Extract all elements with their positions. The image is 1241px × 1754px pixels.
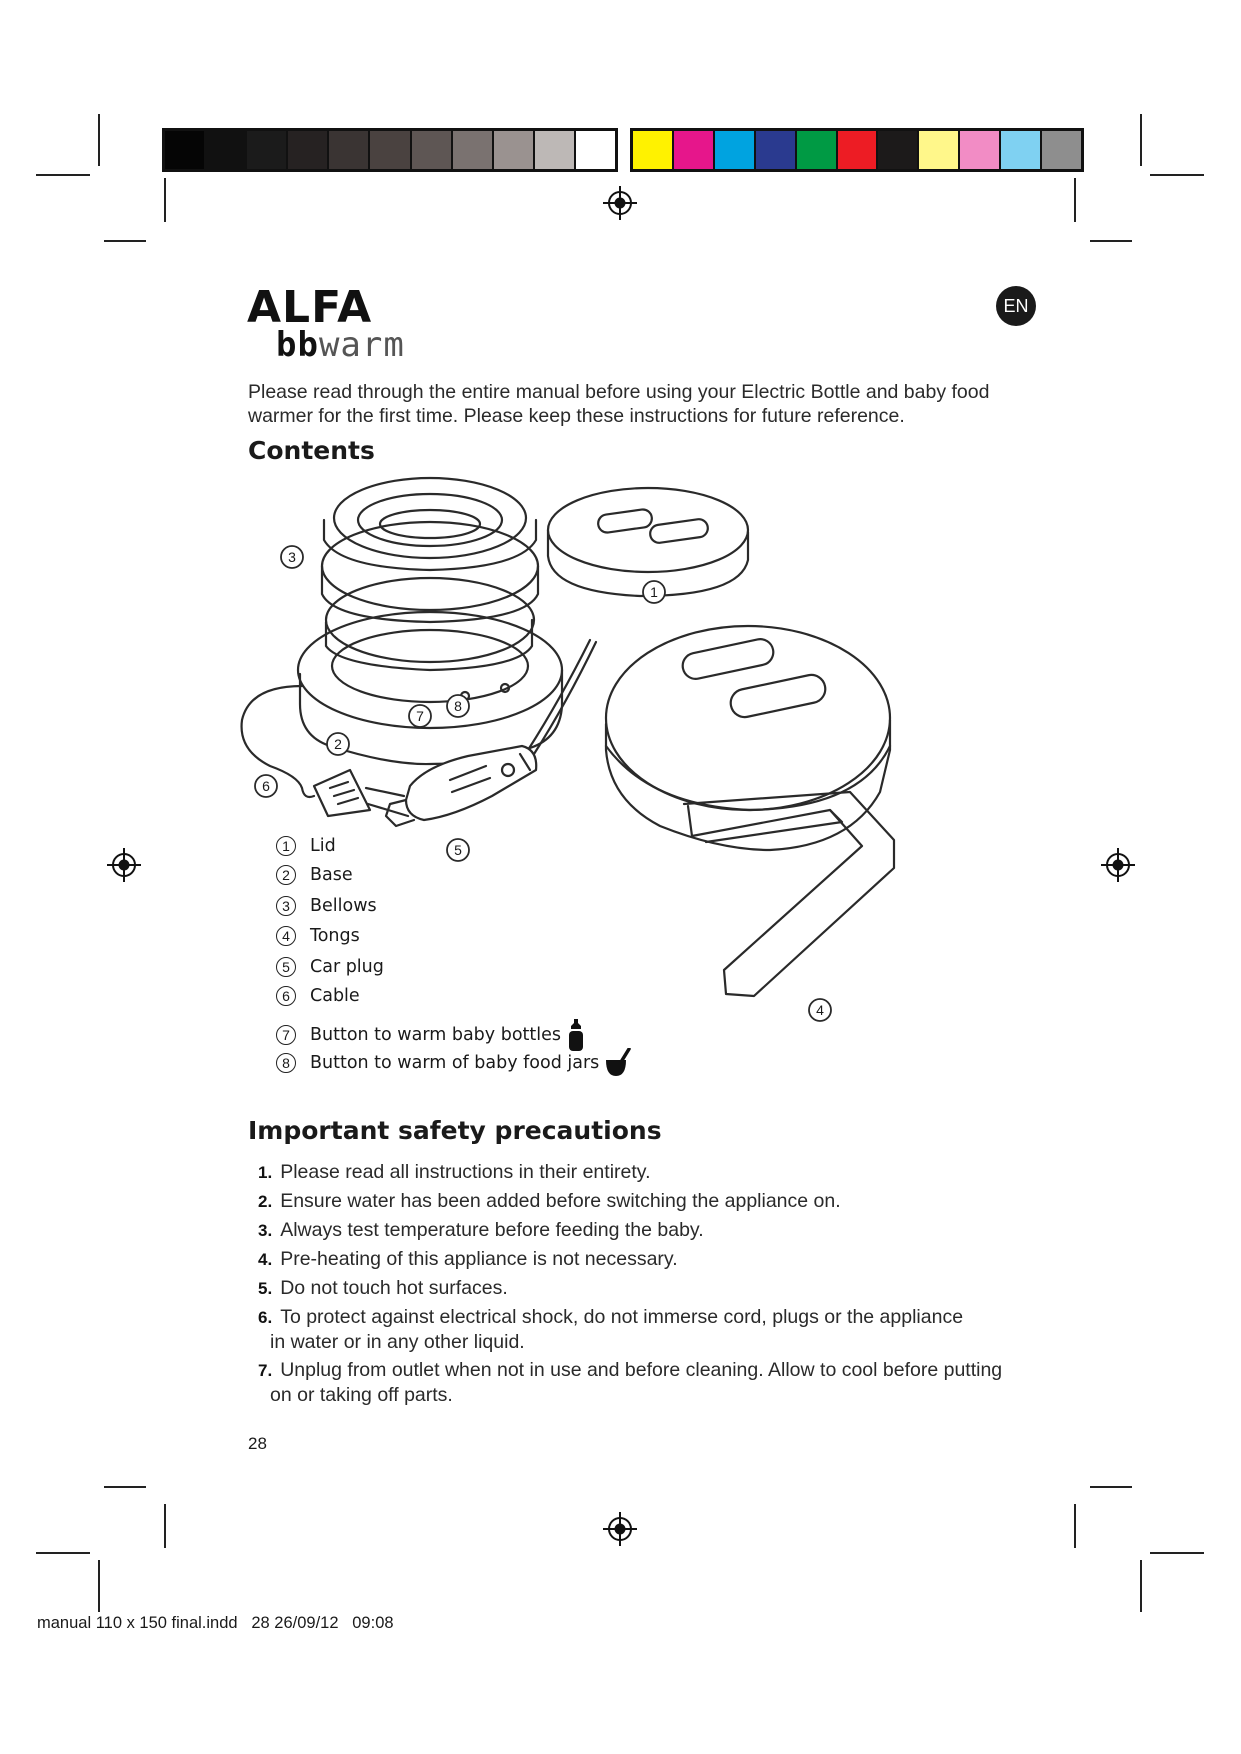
legend-label: Button to warm of baby food jars xyxy=(310,1053,600,1073)
safety-number: 6. xyxy=(258,1308,273,1327)
callout-5 xyxy=(447,839,469,861)
safety-text: Unplug from outlet when not in use and before cleaning. Allow to cool before putting xyxy=(280,1359,1003,1381)
svg-text:2: 2 xyxy=(334,736,342,752)
crop-mark xyxy=(36,1552,90,1554)
color-swatch-1 xyxy=(633,131,674,169)
legend-label: Base xyxy=(310,865,353,885)
gray-swatch-6 xyxy=(370,131,411,169)
crop-mark xyxy=(104,1486,146,1488)
safety-item xyxy=(258,1160,1038,1185)
crop-mark xyxy=(164,1504,166,1548)
brand-logo-warm: warm xyxy=(318,325,405,365)
brand-logo-bbwarm xyxy=(276,325,405,365)
legend-label: Tongs xyxy=(310,926,360,946)
safety-text-continued: in water or in any other liquid. xyxy=(270,1331,525,1353)
process-color-bar xyxy=(630,128,1084,172)
color-swatch-11 xyxy=(1042,131,1081,169)
gray-swatch-4 xyxy=(288,131,329,169)
crop-mark xyxy=(1140,114,1142,166)
safety-item xyxy=(258,1218,1038,1243)
crop-mark xyxy=(1140,1560,1142,1612)
color-swatch-10 xyxy=(1001,131,1042,169)
crop-mark xyxy=(1150,1552,1204,1554)
language-badge: EN xyxy=(996,286,1036,326)
legend-item xyxy=(276,986,360,1006)
callout-7 xyxy=(409,705,431,727)
legend-label: Cable xyxy=(310,986,360,1006)
legend-number: 4 xyxy=(276,926,296,946)
crop-mark xyxy=(164,178,166,222)
legend-number: 2 xyxy=(276,865,296,885)
color-swatch-9 xyxy=(960,131,1001,169)
color-swatch-2 xyxy=(674,131,715,169)
safety-number: 4. xyxy=(258,1250,273,1269)
lid-drawing xyxy=(548,488,748,596)
safety-text: Ensure water has been added before switching the appliance on. xyxy=(280,1190,841,1212)
safety-number: 3. xyxy=(258,1221,273,1240)
svg-text:1: 1 xyxy=(650,584,658,600)
legend-number: 7 xyxy=(276,1025,296,1045)
legend-label: Button to warm baby bottles xyxy=(310,1025,561,1045)
crop-mark xyxy=(1150,174,1204,176)
baby-bottle-icon xyxy=(567,1018,585,1052)
legend-label: Lid xyxy=(310,836,336,856)
callout-1 xyxy=(643,581,665,603)
safety-text: Do not touch hot surfaces. xyxy=(280,1277,508,1299)
legend-number: 6 xyxy=(276,986,296,1006)
safety-item xyxy=(258,1189,1038,1214)
intro-paragraph: Please read through the entire manual before using your Electric Bottle and baby food warmer for the first time. Please keep these instructions for future reference. xyxy=(248,381,990,427)
legend-number: 1 xyxy=(276,836,296,856)
svg-text:6: 6 xyxy=(262,778,270,794)
legend-number: 5 xyxy=(276,957,296,977)
crop-mark xyxy=(1090,1486,1132,1488)
grayscale-color-bar xyxy=(162,128,618,172)
page-number: 28 xyxy=(248,1434,267,1453)
crop-mark xyxy=(1074,1504,1076,1548)
gray-swatch-8 xyxy=(453,131,494,169)
gray-swatch-11 xyxy=(576,131,615,169)
color-swatch-4 xyxy=(756,131,797,169)
gray-swatch-5 xyxy=(329,131,370,169)
legend-item xyxy=(276,957,384,977)
safety-text: Always test temperature before feeding the baby. xyxy=(280,1219,704,1241)
safety-text: To protect against electrical shock, do not immerse cord, plugs or the appliance xyxy=(280,1306,964,1328)
callout-3 xyxy=(281,546,303,568)
color-swatch-5 xyxy=(797,131,838,169)
print-slug: manual 110 x 150 final.indd 28 26/09/12 09:08 xyxy=(37,1614,394,1632)
safety-number: 1. xyxy=(258,1163,273,1182)
crop-mark xyxy=(104,240,146,242)
safety-text: Please read all instructions in their entirety. xyxy=(280,1161,651,1183)
registration-mark-icon xyxy=(1101,848,1135,882)
legend-item xyxy=(276,865,353,885)
safety-item xyxy=(258,1247,1038,1272)
safety-number: 5. xyxy=(258,1279,273,1298)
legend-number: 8 xyxy=(276,1053,296,1073)
gray-swatch-10 xyxy=(535,131,576,169)
crop-mark xyxy=(1074,178,1076,222)
crop-mark xyxy=(98,114,100,166)
callout-2 xyxy=(327,733,349,755)
safety-text: Pre-heating of this appliance is not necessary. xyxy=(280,1248,678,1270)
svg-text:4: 4 xyxy=(816,1002,824,1018)
legend-item xyxy=(276,926,360,946)
safety-number: 7. xyxy=(258,1361,273,1380)
safety-item xyxy=(258,1276,1038,1301)
color-swatch-7 xyxy=(878,131,919,169)
gray-swatch-7 xyxy=(412,131,453,169)
safety-number: 2. xyxy=(258,1192,273,1211)
car-plug-drawing xyxy=(386,640,596,826)
gray-swatch-2 xyxy=(206,131,247,169)
legend-label: Car plug xyxy=(310,957,384,977)
svg-text:5: 5 xyxy=(454,842,462,858)
legend-item xyxy=(276,1018,585,1052)
gray-swatch-9 xyxy=(494,131,535,169)
baby-food-jar-icon xyxy=(605,1048,631,1078)
legend-item xyxy=(276,836,336,856)
registration-mark-icon xyxy=(107,848,141,882)
svg-text:3: 3 xyxy=(288,549,296,565)
gray-swatch-3 xyxy=(247,131,288,169)
tongs-drawing xyxy=(684,792,894,996)
callout-6 xyxy=(255,775,277,797)
safety-item xyxy=(258,1305,1038,1354)
legend-item xyxy=(276,1048,631,1078)
color-swatch-3 xyxy=(715,131,756,169)
brand-logo-alfa: ALFA xyxy=(247,282,373,333)
registration-mark-icon xyxy=(603,1512,637,1546)
crop-mark xyxy=(1090,240,1132,242)
crop-mark xyxy=(36,174,90,176)
crop-mark xyxy=(98,1560,100,1612)
safety-text-continued: on or taking off parts. xyxy=(270,1384,453,1406)
safety-item xyxy=(258,1358,1038,1407)
gray-swatch-1 xyxy=(165,131,206,169)
brand-logo-bb: bb xyxy=(276,325,319,365)
legend-item xyxy=(276,896,377,916)
legend-number: 3 xyxy=(276,896,296,916)
safety-heading: Important safety precautions xyxy=(248,1116,662,1145)
registration-mark-icon xyxy=(603,186,637,220)
svg-text:7: 7 xyxy=(416,708,424,724)
contents-heading: Contents xyxy=(248,436,375,465)
closed-warmer-drawing xyxy=(606,626,890,850)
callout-4 xyxy=(809,999,831,1021)
color-swatch-8 xyxy=(919,131,960,169)
svg-text:8: 8 xyxy=(454,698,462,714)
legend-label: Bellows xyxy=(310,896,377,916)
callout-8 xyxy=(447,695,469,717)
color-swatch-6 xyxy=(838,131,879,169)
